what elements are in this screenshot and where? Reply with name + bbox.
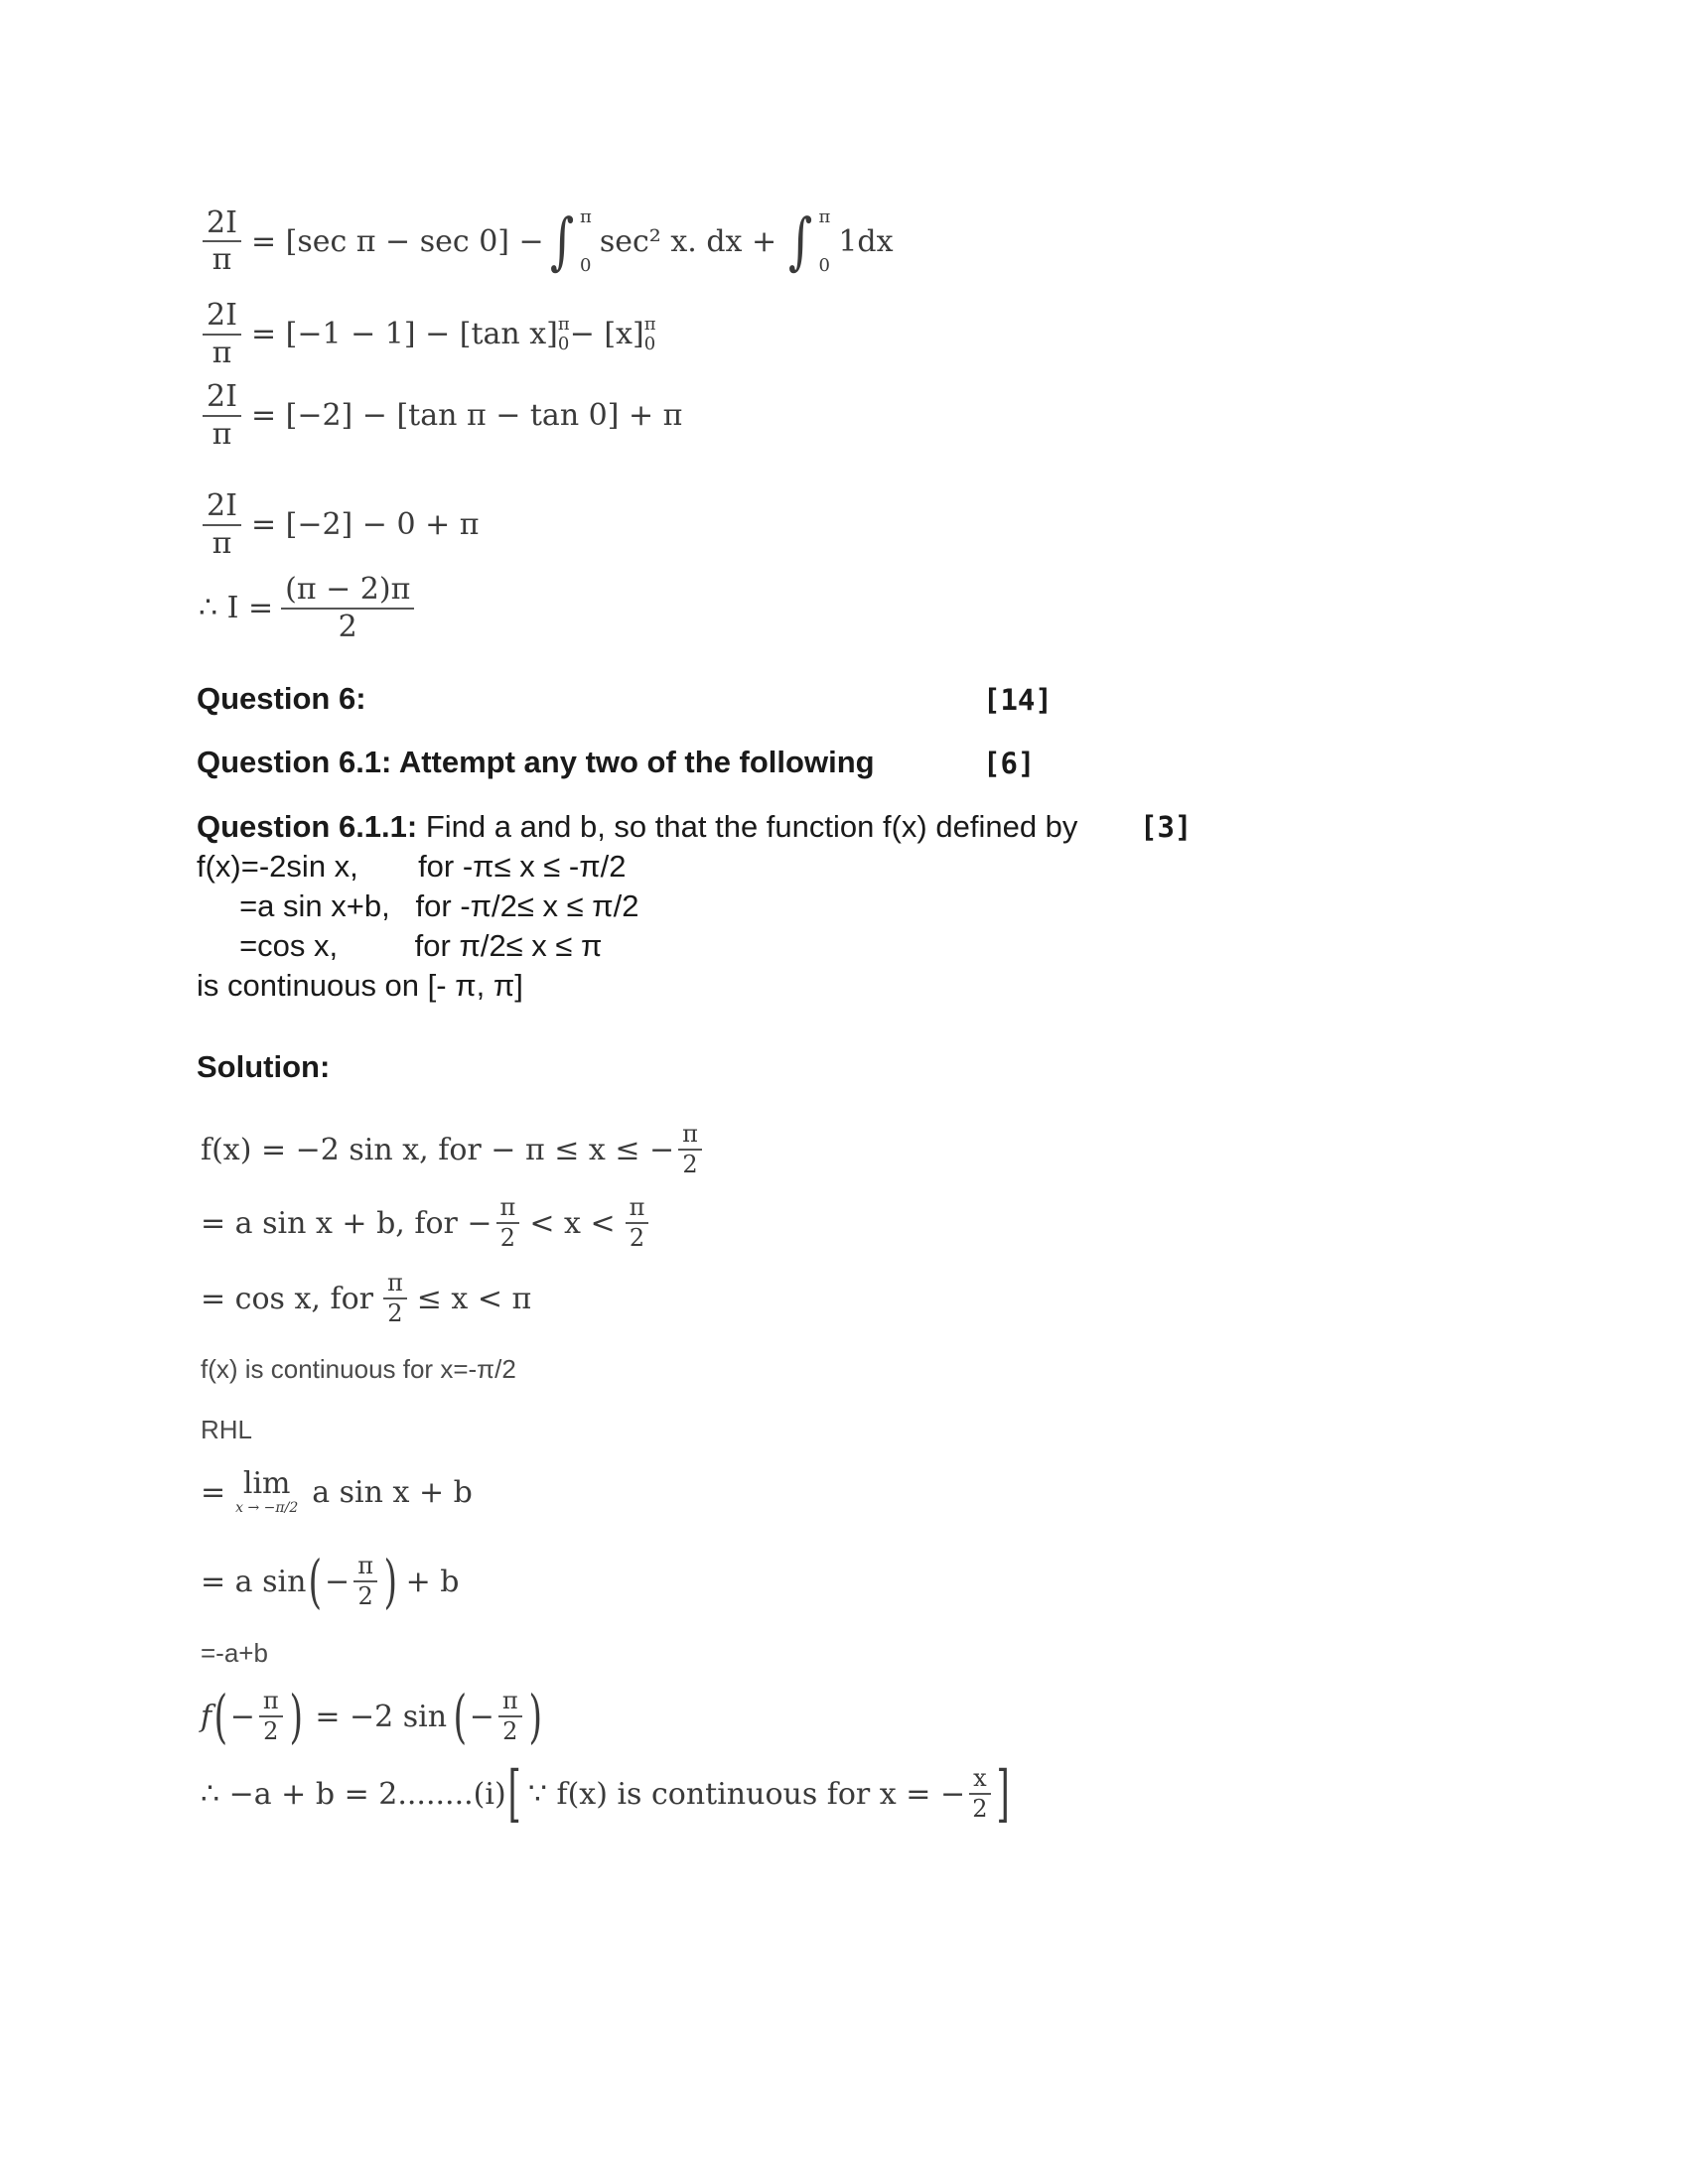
solution-heading: Solution: (197, 1049, 331, 1084)
solution-line-2: = a sin x + b, for − $\frac{\pi}{2}$ < x < $\frac{\pi}{2}$ (201, 1195, 652, 1251)
question-6-title: Question 6: (197, 681, 366, 716)
solution-line-8: ∴ −a + b = 2........(i) [ ∵ f(x) is continuous for x = − $\frac{x}{2}$ ] (201, 1757, 1010, 1830)
equation-line-4: $\frac{2I}{\pi}$ = [−2] − 0 + π (199, 490, 479, 559)
equation-line-2: $\frac{2I}{\pi}$ = [−1 − 1] − [tan x] π 0 − [x] π 0 (199, 300, 656, 368)
fraction: $\frac{2I}{\pi}$ (203, 207, 241, 276)
question-6-marks: [14] (983, 683, 1053, 717)
question-line-1: f(x)=-2sin x, for -π≤ x ≤ -π/2 (197, 849, 627, 884)
question-6-1-1-marks: [3] (1140, 810, 1193, 844)
question-6-1-title: Question 6.1: Attempt any two of the following (197, 745, 875, 779)
question-line-4: is continuous on [- π, π] (197, 968, 523, 1003)
solution-line-6: =-a+b (201, 1638, 268, 1668)
equation-line-1: $\frac{2I}{\pi}$ = [sec π − sec 0] − ∫ π 0 sec² x. dx + ∫ π 0 1dx (199, 206, 894, 276)
equation-line-5: ∴ I = $\frac{(\pi - 2)\pi}{2}$ (199, 574, 418, 642)
question-line-3: =cos x, for π/2≤ x ≤ π (197, 928, 603, 963)
solution-line-5: = a sin ( − $\frac{\pi}{2}$ ) + b (201, 1548, 460, 1615)
integral-sign: ∫ (549, 205, 574, 277)
question-6-1-1: Question 6.1.1: Find a and b, so that the function f(x) defined by (197, 809, 1078, 844)
continuity-note: f(x) is continuous for x=-π/2 (201, 1354, 516, 1384)
rhl-label: RHL (201, 1415, 253, 1444)
question-line-2: =a sin x+b, for -π/2≤ x ≤ π/2 (197, 888, 639, 923)
solution-line-7: f ( − $\frac{\pi}{2}$ ) = −2 sin ( − $\frac{\pi}{2}$ ) (201, 1683, 542, 1750)
solution-line-1: f(x) = −2 sin x, for − π ≤ x ≤ − $\frac{\pi}{2}$ (201, 1122, 706, 1177)
solution-line-3: = cos x, for $\frac{\pi}{2}$ ≤ x < π (201, 1269, 532, 1328)
solution-limit-line: = lim x → −π/2 a sin x + b (201, 1466, 473, 1516)
question-6-1-marks: [6] (983, 747, 1036, 780)
integral-sign: ∫ (788, 205, 813, 277)
equation-line-3: $\frac{2I}{\pi}$ = [−2] − [tan π − tan 0] + π (199, 381, 682, 450)
